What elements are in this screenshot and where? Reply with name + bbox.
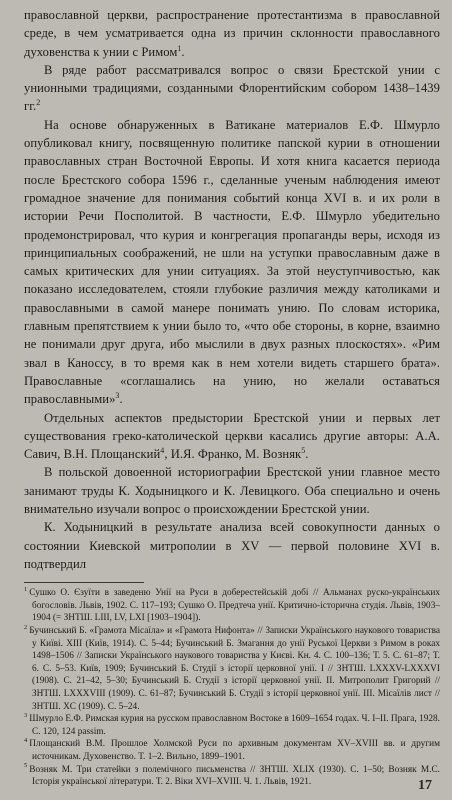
footnote-divider [24,582,144,583]
footnote-ref[interactable]: 1 [177,43,182,53]
page-number: 17 [418,778,432,793]
footnote-ref[interactable]: 5 [301,445,306,455]
paragraph: На основе обнаруженных в Ватикане материалов Е.Ф. Шмурло опубликовал книгу, посвященную политике папской курии в отношении православных стран Восточной Европы. И хотя книга касается периода после Брестского собора 1596 г., сделанные ученым наблюдения имеют громадное значение для понимания событий конца XVI в. и их роли в истории Речи Посполитой. В частности, Е.Ф. Шмурло убедительно продемонстрировал, что курия и конгрегация пропаганды веры, исходя из принципиальных соображений, не шли на уступки православным даже в самых критических для унии ситуациях. За этой неуступчивостью, как показано исследователем, стояли глубокие различия между католиками и православными в самой манере понимать унию. По словам историка, главным препятствием к унии было то, «что обе стороны, в корне, взаимно не понимали друг друга, ибо мыслили в двух разных плоскостях». «Рим звал в Каноссу, в то время как в нем хотели видеть старшего брата». Православные «соглашались на унию, но желали оставаться православными»$^3$. [24,117,440,407]
paragraph: В ряде работ рассматривался вопрос о связи Брестской унии с унионными традициями, созданными Флорентийским собором 1438–1439 гг.$^2$ [24,62,440,114]
paragraph: Отдельных аспектов предыстории Брестской унии и первых лет существования греко-католической церкви касались другие авторы: А.А. Савич, В.Н. Площанский$^4$, И.Я. Франко, М. Возняк$^5$. [24,410,440,462]
footnotes [24,587,440,789]
footnote: $^1$ Сушко О. Єзуїти в заведеню Унії на Руси в доберестейській добі // Альманах руско-українських богословів. Львів, 1902. С. 117–193; Сушко О. Предтеча унії. Критично-історична студія. Львів, 1903–1904 (= ЗНТШ. LIII, LV, LXI [1903–1904]). [24,586,440,624]
footnote-ref[interactable]: 4 [160,445,165,455]
footnote: $^3$ Шмурло Е.Ф. Римская курия на русском православном Востоке в 1609–1654 годах. Ч. I–II. Прага, 1928. С. 120, 124 passim. [24,712,440,737]
footnote: $^4$ Площанский В.М. Прошлое Холмской Руси по архивным документам XV–XVIII вв. и другим источникам. Духовенство. Т. 1–2. Вильно, 1899–1901. [24,737,440,762]
main-text [24,6,440,573]
footnote: $^2$ Бучинський Б. «Грамота Місаїла» и «Грамота Нифонта» // Записки Українського наукового товариства у Київі. XIII (Київ, 1914). С. 5–44; Бучинський Б. Змагання до унії Руської Церкви з Римом в роках 1498–1506 // Записки Українського наукового товариства у Києві. Кн. 4. С. 100–136; Т. 5. С. 61–87; Т. 6. С. 5–53. Київ, 1909; Бучинський Б. Студії з історії церковної унії. I // ЗНТШ. LXXXV-LXXXVI (1908). С. 21–42, 5–30; Бучинський Б. Студії з історії церковної унії. II. Митрополит Григорий // ЗНТШ. LXXXVIII (1909). С. 61–87; Бучинський Б. Студії з історії церковної унії. III. Місаїлів лист // ЗНТШ. XC (1909). С. 5–24. [24,623,440,712]
paragraph: В польской довоенной историографии Брестской унии главное место занимают труды К. Ходыницкого и К. Левицкого. Оба специально и очень внимательно изучали вопрос о происхождении Брестской унии. [24,465,440,517]
paragraph: К. Ходыницкий в результате анализа всей совокупности данных о состоянии Киевской митрополии в XV — первой половине XVI в. подтвердил [24,520,440,571]
footnote-ref[interactable]: 2 [36,98,41,108]
footnote: $^5$ Возняк М. Три статейки з полемічного письменства // ЗНТШ. XLIX (1930). С. 1–50; Возняк М.С. Історія української літератури. Т. 2. Віки XVI–XVIII. Ч. 1. Львів, 1921. [24,762,440,788]
paragraph: православной церкви, распространение протестантизма в православной среде, в чем усматривается одна из причин склонности православного духовенства к унии с Римом$^1$. [24,8,440,59]
footnote-ref[interactable]: 3 [115,391,120,401]
